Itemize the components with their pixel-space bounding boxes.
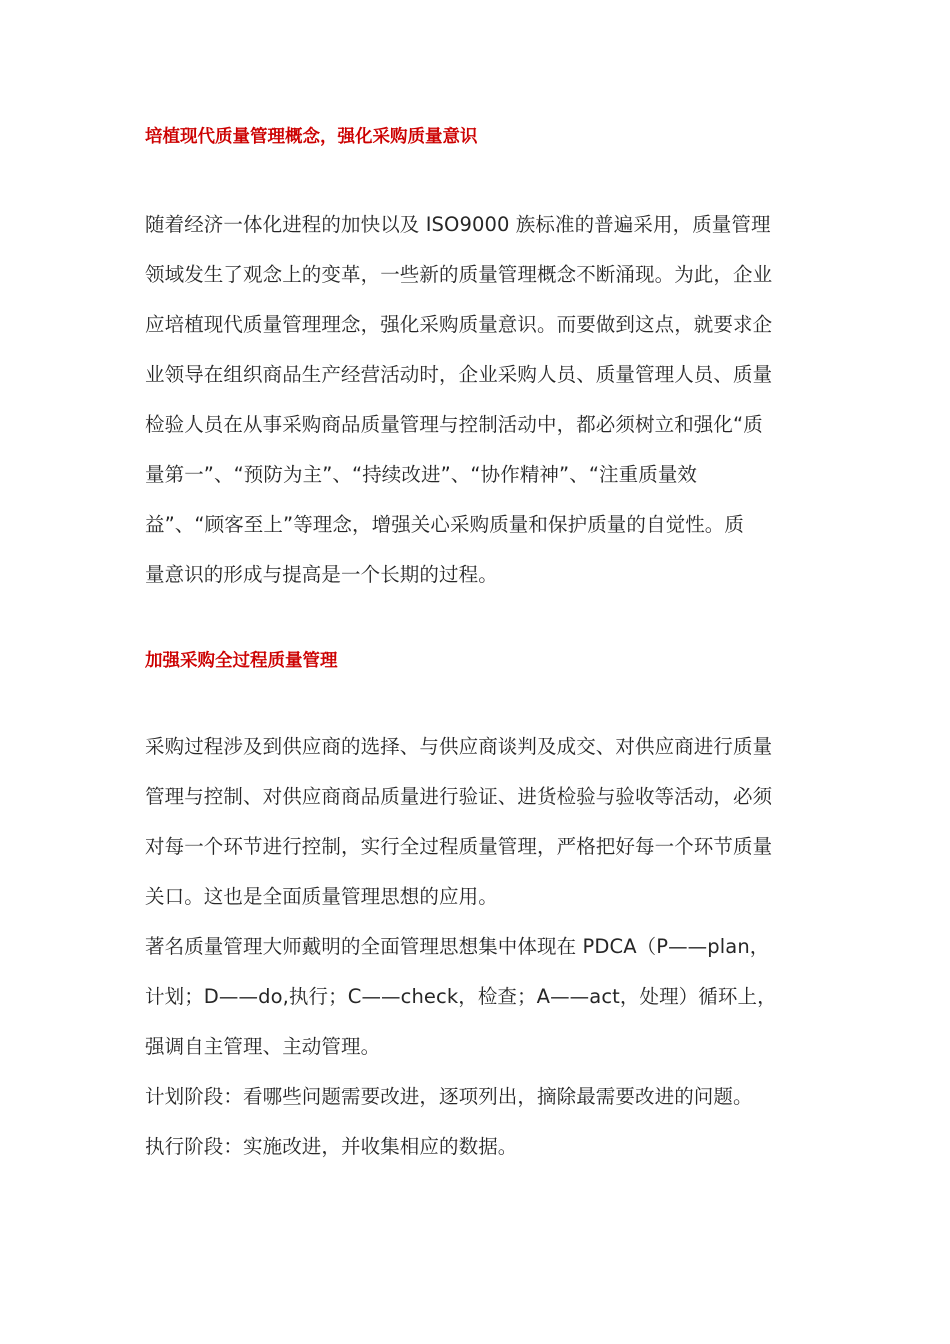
paragraph-line: 量意识的形成与提高是一个长期的过程。 <box>145 563 498 586</box>
section-heading-process-management: 加强采购全过程质量管理 <box>145 651 338 671</box>
paragraph-line: 量第一”、“预防为主”、“持续改进”、“协作精神”、“注重质量效 <box>145 463 698 486</box>
paragraph-line: 著名质量管理大师戴明的全面管理思想集中体现在 PDCA（P——plan， <box>145 935 770 958</box>
paragraph-line: 检验人员在从事采购商品质量管理与控制活动中，都必须树立和强化“质 <box>145 413 763 436</box>
paragraph-line: 对每一个环节进行控制，实行全过程质量管理，严格把好每一个环节质量 <box>145 835 773 858</box>
paragraph-line: 计划阶段：看哪些问题需要改进，逐项列出，摘除最需要改进的问题。 <box>145 1085 753 1108</box>
paragraph-line: 业领导在组织商品生产经营活动时，企业采购人员、质量管理人员、质量 <box>145 363 773 386</box>
paragraph-line: 应培植现代质量管理理念，强化采购质量意识。而要做到这点，就要求企 <box>145 313 773 336</box>
paragraph-line: 强调自主管理、主动管理。 <box>145 1035 381 1058</box>
section-heading-quality-awareness: 培植现代质量管理概念，强化采购质量意识 <box>145 127 478 147</box>
paragraph-line: 采购过程涉及到供应商的选择、与供应商谈判及成交、对供应商进行质量 <box>145 735 773 758</box>
paragraph-line: 关口。这也是全面质量管理思想的应用。 <box>145 885 498 908</box>
paragraph-line: 随着经济一体化进程的加快以及 ISO9000 族标准的普遍采用，质量管理 <box>145 213 771 236</box>
paragraph-line: 管理与控制、对供应商商品质量进行验证、进货检验与验收等活动，必须 <box>145 785 773 808</box>
paragraph-line: 领域发生了观念上的变革，一些新的质量管理概念不断涌现。为此，企业 <box>145 263 773 286</box>
paragraph-quality-awareness <box>145 211 825 611</box>
paragraph-line: 计划；D——do,执行；C——check，检查；A——act，处理）循环上， <box>145 985 777 1008</box>
paragraph-process-management <box>145 733 825 1183</box>
paragraph-line: 执行阶段：实施改进，并收集相应的数据。 <box>145 1135 518 1158</box>
paragraph-line: 益”、“顾客至上”等理念，增强关心采购质量和保护质量的自觉性。质 <box>145 513 745 536</box>
